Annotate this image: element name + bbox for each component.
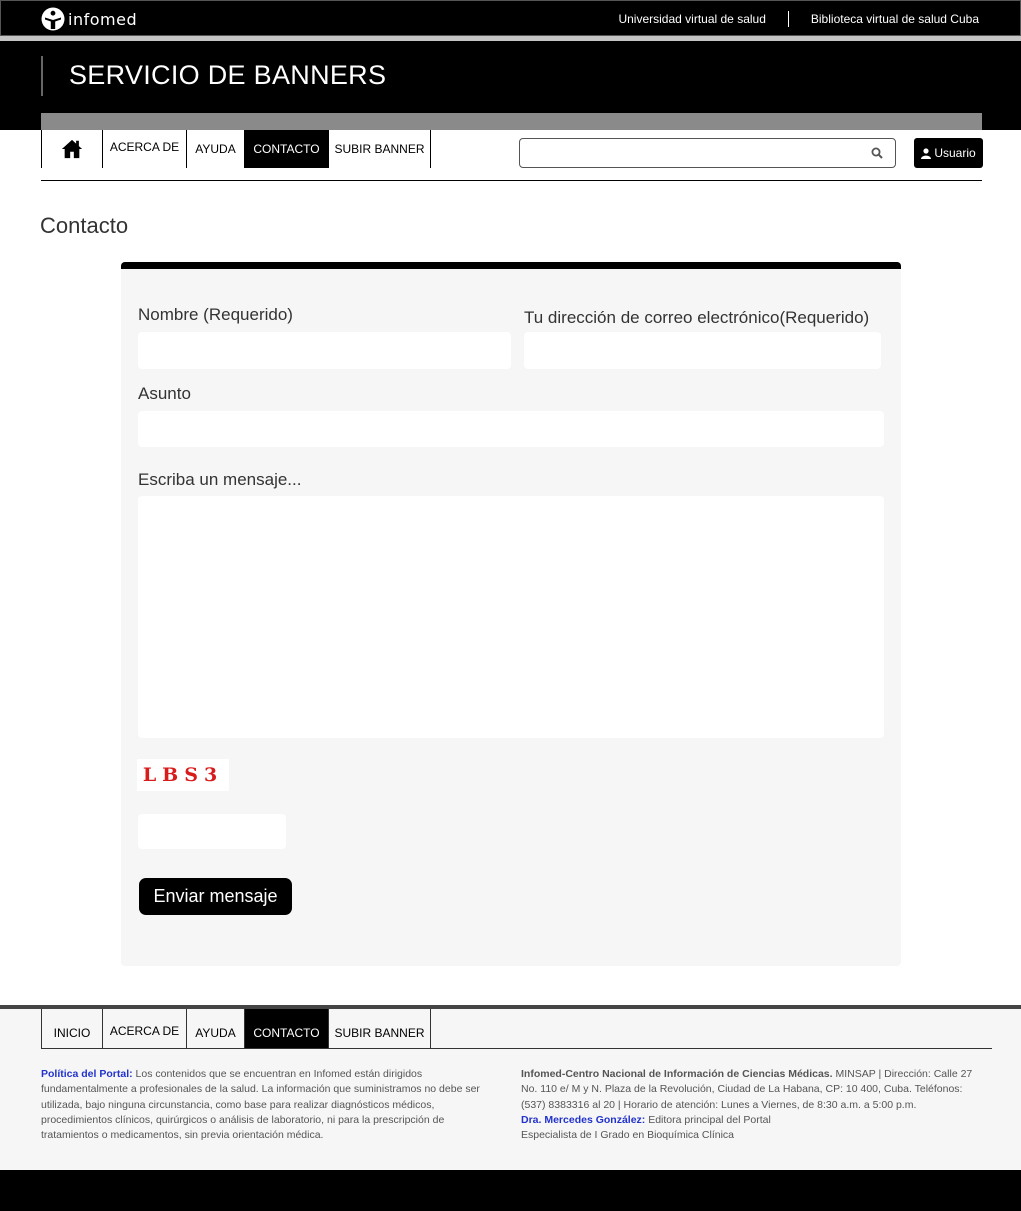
- footer-nav-ayuda[interactable]: AYUDA: [186, 1009, 244, 1049]
- org-text: MINSAP | Dirección: Calle 27 No. 110 e/ M y N. Plaza de la Revolución, Ciudad de La Habana, CP: 10 400, Cuba. Teléfonos: (537) 8383316 al 20 | Horario de atención: Lunes a Viernes, de 8:30 a.m. a 5:00 p.m.: [521, 1068, 973, 1111]
- message-field[interactable]: [138, 496, 884, 738]
- logo-text: infomed: [68, 9, 138, 29]
- footer-nav-contacto[interactable]: CONTACTO: [244, 1009, 328, 1049]
- nav-contacto[interactable]: CONTACTO: [244, 130, 328, 168]
- subject-field[interactable]: [138, 411, 884, 447]
- captcha-field[interactable]: [138, 814, 286, 849]
- nav-divider: [41, 180, 982, 181]
- bottom-bar: [0, 1170, 1021, 1211]
- nav-home[interactable]: [41, 130, 102, 168]
- email-field[interactable]: [524, 332, 881, 369]
- footer-nav-divider: [41, 1048, 992, 1049]
- policy-text: Los contenidos que se encuentran en Infomed están dirigidos fundamentalmente a profesionales de la salud. La información que suministramos no debe ser utilizada, bajo ninguna circunstancia, como base para realizar diagnósticos médicos, procedimientos clínicos, quirúrgicos o análisis de laboratorio, ni para la prescripción de tratamientos o medicamentos, sin previa orientación médica.: [41, 1068, 480, 1142]
- footer-contact-info: [521, 1067, 981, 1143]
- captcha-image: [137, 759, 229, 791]
- home-icon: [61, 138, 83, 160]
- top-bar: [0, 0, 1021, 36]
- subject-label: Asunto: [138, 384, 191, 403]
- email-label: Tu dirección de correo electrónico(Requerido): [524, 308, 870, 327]
- send-message-button[interactable]: Enviar mensaje: [139, 878, 292, 915]
- search-box: [519, 138, 896, 168]
- nav-subir-banner[interactable]: SUBIR BANNER: [328, 130, 431, 168]
- site-header: [0, 41, 1021, 130]
- site-title: SERVICIO DE BANNERS: [69, 60, 387, 90]
- footer-policy: [41, 1067, 495, 1143]
- link-universidad-virtual[interactable]: Universidad virtual de salud: [618, 12, 766, 26]
- infomed-logo-icon: [41, 7, 65, 31]
- contact-form: [121, 262, 901, 966]
- org-title: Infomed-Centro Nacional de Información de Ciencias Médicas.: [521, 1068, 833, 1080]
- editor-name[interactable]: Dra. Mercedes González:: [521, 1113, 646, 1126]
- footer-nav: [41, 1009, 431, 1049]
- policy-title[interactable]: Política del Portal:: [41, 1068, 133, 1080]
- search-icon[interactable]: [871, 147, 883, 159]
- top-links: [618, 11, 979, 27]
- footer-nav-acerca-de[interactable]: ACERCA DE: [102, 1009, 186, 1049]
- name-label: Nombre (Requerido): [138, 305, 293, 324]
- message-label: Escriba un mensaje...: [138, 470, 302, 489]
- main-nav: [41, 130, 431, 168]
- header-gray-bar: [41, 113, 982, 130]
- user-button-label: Usuario: [934, 146, 976, 160]
- name-field[interactable]: [138, 332, 511, 369]
- link-biblioteca-virtual[interactable]: Biblioteca virtual de salud Cuba: [810, 12, 979, 26]
- footer-nav-subir-banner[interactable]: SUBIR BANNER: [328, 1009, 431, 1049]
- footer-nav-inicio[interactable]: INICIO: [41, 1009, 102, 1049]
- search-input[interactable]: [528, 139, 858, 165]
- nav-acerca-de[interactable]: ACERCA DE: [102, 130, 186, 168]
- nav-ayuda[interactable]: AYUDA: [186, 130, 244, 168]
- editor-title: Especialista de I Grado en Bioquímica Clínica: [521, 1129, 735, 1142]
- editor-role: Editora principal del Portal: [648, 1113, 771, 1126]
- top-links-divider: [788, 11, 789, 27]
- user-icon: [921, 148, 931, 159]
- header-accent-bar: [41, 56, 43, 96]
- infomed-logo[interactable]: [41, 7, 137, 31]
- captcha-text: LBS3: [142, 764, 224, 786]
- page-title: Contacto: [40, 213, 129, 238]
- user-button[interactable]: [914, 138, 983, 168]
